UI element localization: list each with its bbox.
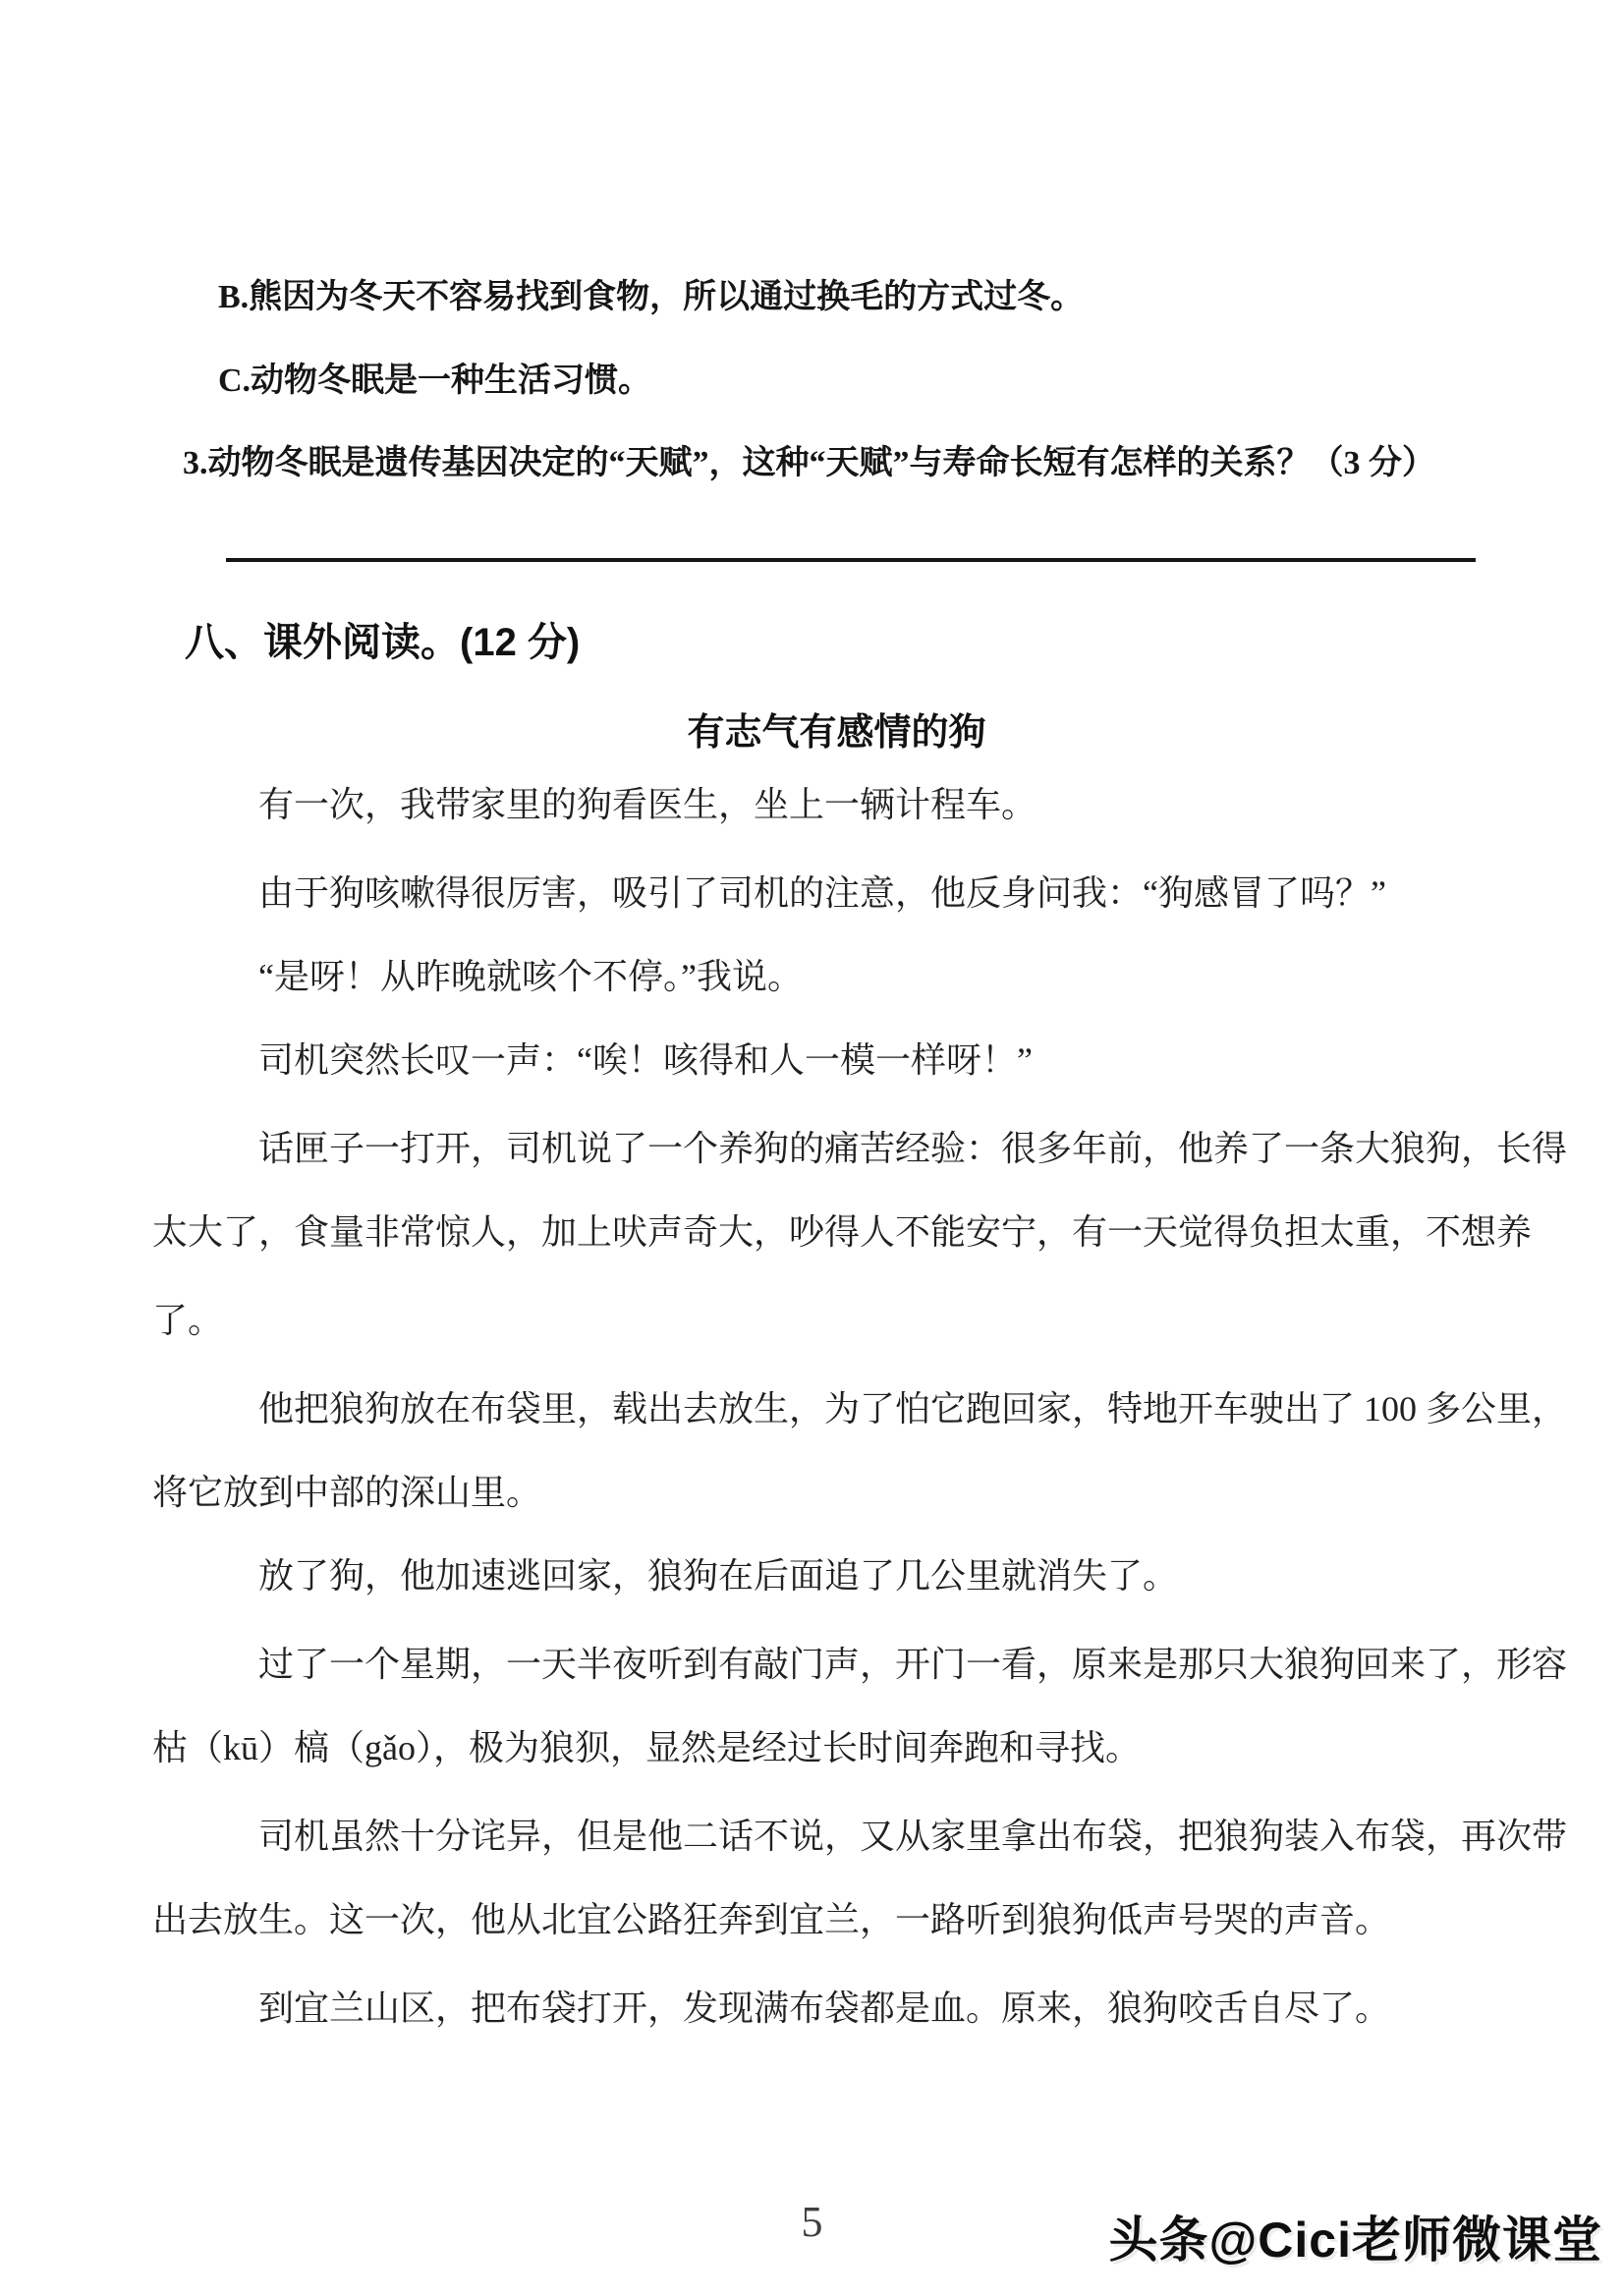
page-number: 5	[801, 2198, 823, 2246]
answer-blank-line	[226, 558, 1476, 562]
article-line: 司机突然长叹一声：“唉！咳得和人一模一样呀！”	[258, 1040, 1033, 1080]
option-c: C.动物冬眠是一种生活习惯。	[218, 363, 652, 399]
article-line: 了。	[152, 1301, 224, 1340]
article-line: 司机虽然十分诧异，但是他二话不说，又从家里拿出布袋，把狼狗装入布袋，再次带	[258, 1817, 1568, 1856]
article-line: 太大了，食量非常惊人，加上吠声奇大，吵得人不能安宁，有一天觉得负担太重，不想养	[152, 1212, 1533, 1252]
article-line: 出去放生。这一次，他从北宜公路狂奔到宜兰，一路听到狼狗低声号哭的声音。	[152, 1900, 1391, 1939]
article-line: 将它放到中部的深山里。	[152, 1473, 542, 1512]
article-line: 由于狗咳嗽得很厉害，吸引了司机的注意，他反身问我：“狗感冒了吗？”	[258, 873, 1386, 913]
article-line: 过了一个星期，一天半夜听到有敲门声，开门一看，原来是那只大狼狗回来了，形容	[258, 1645, 1568, 1684]
article-line: 话匣子一打开，司机说了一个养狗的痛苦经验：很多年前，他养了一条大狼狗，长得	[258, 1129, 1568, 1168]
section-header: 八、课外阅读。(12 分)	[185, 621, 581, 664]
article-title: 有志气有感情的狗	[687, 712, 986, 754]
watermark: 头条@Cici老师微课堂	[1108, 2212, 1602, 2268]
article-line: 放了狗，他加速逃回家，狼狗在后面追了几公里就消失了。	[258, 1556, 1179, 1596]
option-b: B.熊因为冬天不容易找到食物，所以通过换毛的方式过冬。	[218, 279, 1085, 315]
article-line: “是呀！从昨晚就咳个不停。”我说。	[258, 957, 803, 996]
question-3: 3.动物冬眠是遗传基因决定的“天赋”，这种“天赋”与寿命长短有怎样的关系？（3 分）	[183, 445, 1435, 481]
article-line: 到宜兰山区，把布袋打开，发现满布袋都是血。原来，狼狗咬舌自尽了。	[258, 1988, 1391, 2028]
article-line: 枯（kū）槁（gǎo），极为狼狈，显然是经过长时间奔跑和寻找。	[152, 1728, 1141, 1767]
article-line: 有一次，我带家里的狗看医生，坐上一辆计程车。	[258, 785, 1037, 824]
article-line: 他把狼狗放在布袋里，载出去放生，为了怕它跑回家，特地开车驶出了 100 多公里，	[258, 1389, 1568, 1428]
